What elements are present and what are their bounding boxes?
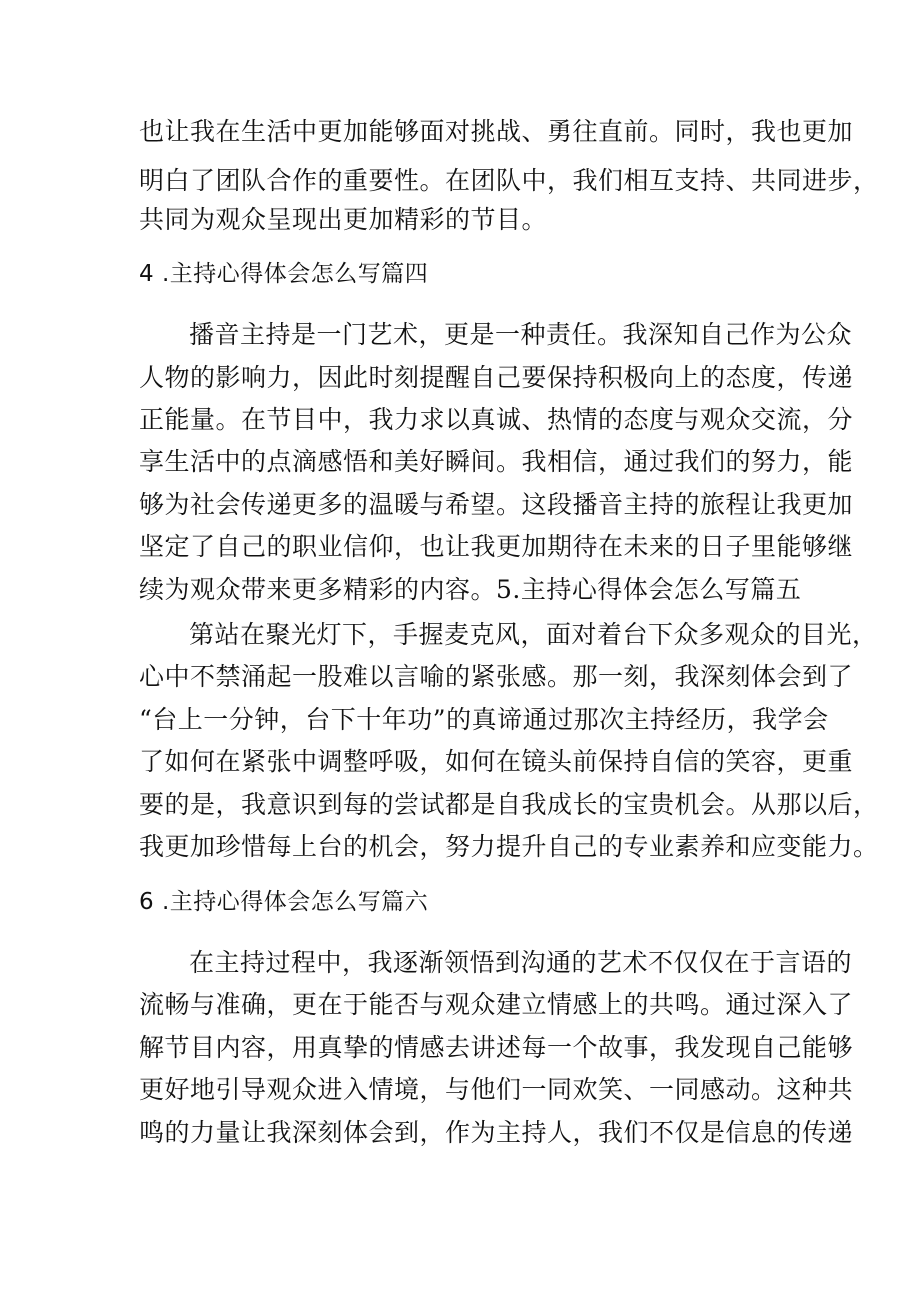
paragraph-line: 共同为观众呈现出更加精彩的节目。 bbox=[139, 205, 548, 234]
section-heading-6: 6 .主持心得体会怎么写篇六 bbox=[139, 889, 429, 915]
paragraph-line: 解节目内容，用真挚的情感去讲述每一个故事，我发现自己能够 bbox=[139, 1033, 854, 1062]
paragraph-line: 续为观众带来更多精彩的内容。5.主持心得体会怎么写篇五 bbox=[139, 575, 802, 604]
paragraph-line: 也让我在生活中更加能够面对挑战、勇往直前。同时，我也更加 bbox=[139, 117, 854, 146]
paragraph-line: 要的是，我意识到每的尝试都是自我成长的宝贵机会。从那以后， bbox=[139, 790, 879, 819]
paragraph-line: 够为社会传递更多的温暖与希望。这段播音主持的旅程让我更加 bbox=[139, 490, 854, 519]
paragraph-line: 了如何在紧张中调整呼吸，如何在镜头前保持自信的笑容，更重 bbox=[139, 747, 854, 776]
paragraph-line: 正能量。在节目中，我力求以真诚、热情的态度与观众交流，分 bbox=[139, 405, 854, 434]
section-heading-4: 4 .主持心得体会怎么写篇四 bbox=[139, 261, 429, 287]
paragraph-line: 鸣的力量让我深刻体会到，作为主持人，我们不仅是信息的传递 bbox=[139, 1118, 854, 1147]
paragraph-line: 享生活中的点滴感悟和美好瞬间。我相信，通过我们的努力，能 bbox=[139, 447, 854, 476]
paragraph-line: 坚定了自己的职业信仰，也让我更加期待在未来的日子里能够继 bbox=[139, 532, 854, 561]
paragraph-line: 流畅与准确，更在于能否与观众建立情感上的共鸣。通过深入了 bbox=[139, 990, 854, 1019]
paragraph-line: “台上一分钟，台下十年功”的真谛通过那次主持经历，我学会 bbox=[139, 705, 829, 734]
paragraph-line: 播音主持是一门艺术，更是一种责任。我深知自己作为公众 bbox=[189, 320, 853, 349]
paragraph-line: 我更加珍惜每上台的机会，努力提升自己的专业素养和应变能力。 bbox=[139, 832, 879, 861]
paragraph-line: 更好地引导观众进入情境，与他们一同欢笑、一同感动。这种共 bbox=[139, 1075, 854, 1104]
paragraph-line: 在主持过程中，我逐渐领悟到沟通的艺术不仅仅在于言语的 bbox=[189, 948, 853, 977]
paragraph-line: 明白了团队合作的重要性。在团队中，我们相互支持、共同进步， bbox=[139, 166, 879, 195]
paragraph-line: 心中不禁涌起一股难以言喻的紧张感。那一刻，我深刻体会到了 bbox=[139, 662, 854, 691]
paragraph-line: 人物的影响力，因此时刻提醒自己要保持积极向上的态度，传递 bbox=[139, 363, 854, 392]
paragraph-line: 第站在聚光灯下，手握麦克风，面对着台下众多观众的目光， bbox=[189, 620, 878, 649]
